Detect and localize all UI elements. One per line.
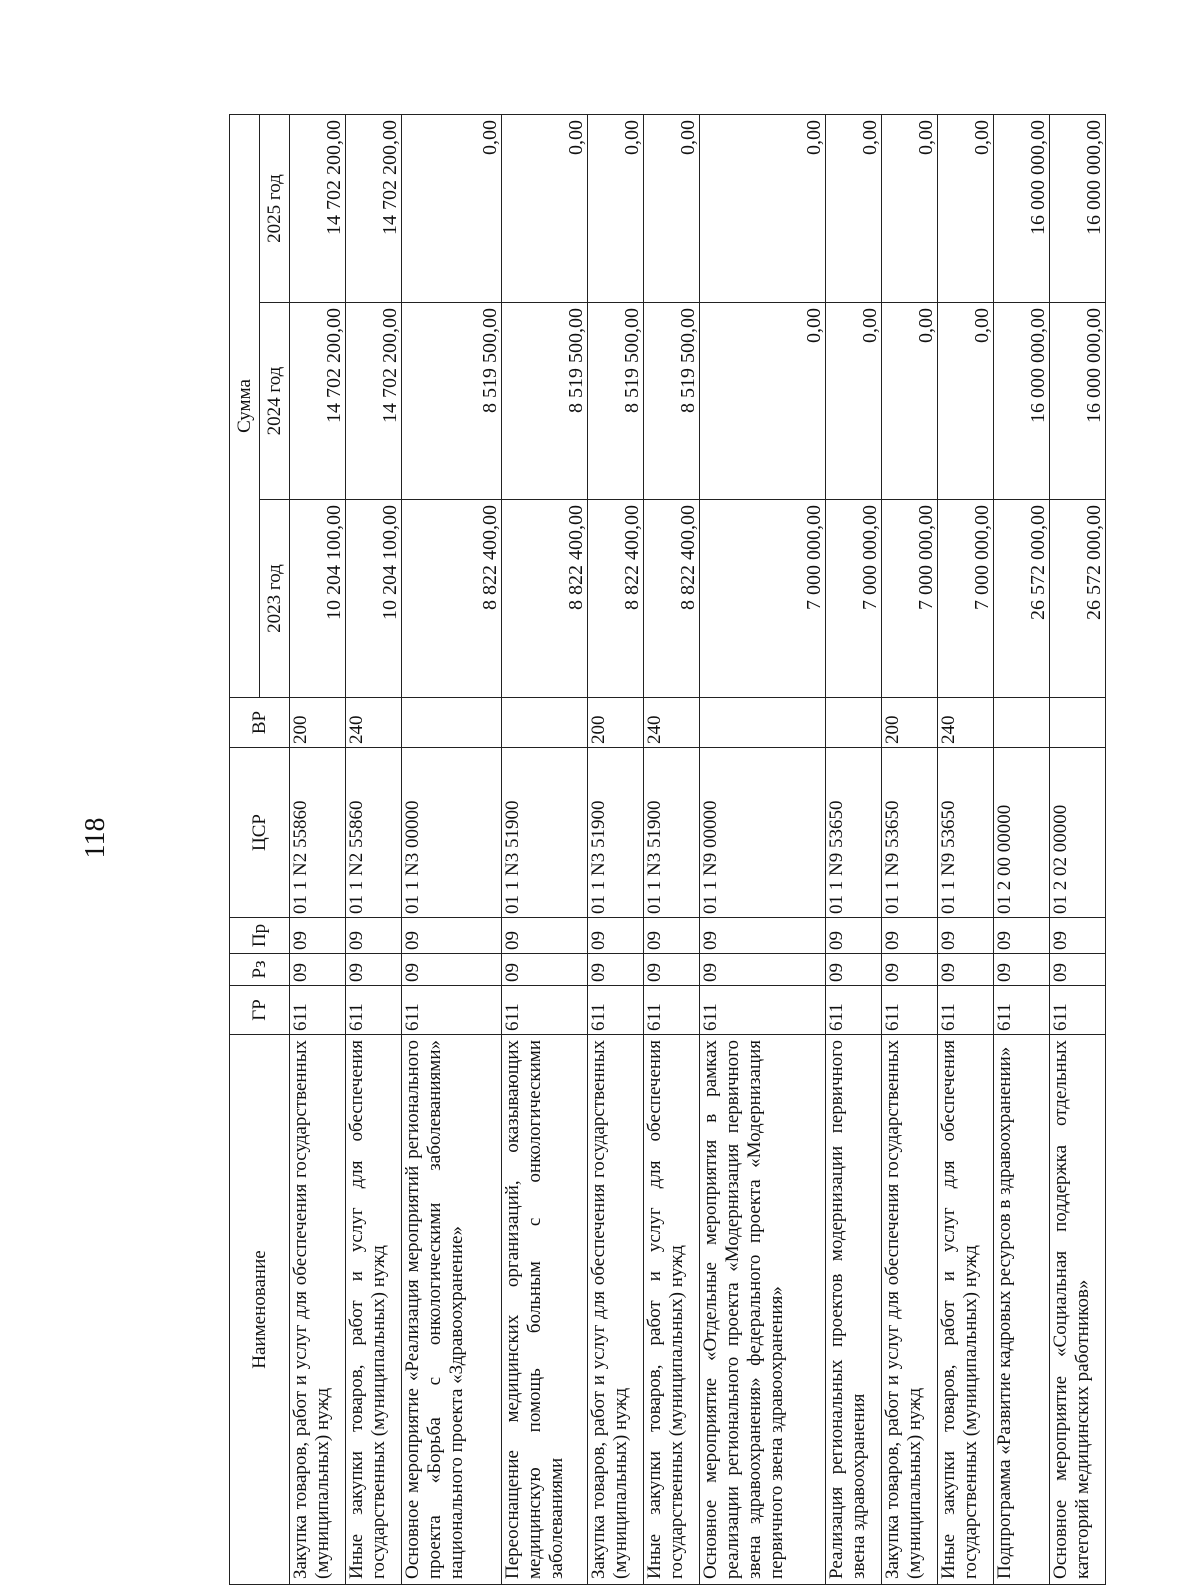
- cell-gr: 611: [402, 986, 502, 1035]
- cell-gr: 611: [588, 986, 644, 1035]
- cell-pr: 09: [290, 918, 346, 954]
- cell-2025: 0,00: [938, 114, 994, 302]
- cell-csr: 01 1 N9 00000: [700, 748, 826, 918]
- header-2024: 2024 год: [260, 303, 290, 500]
- cell-2023: 8 822 400,00: [402, 500, 502, 698]
- cell-gr: 611: [290, 986, 346, 1035]
- table-row: [882, 114, 938, 1584]
- cell-name: Реализация региональных проектов модернизации первичного звена здравоохранения: [826, 1035, 882, 1585]
- cell-vr: [402, 698, 502, 748]
- table-row: [994, 114, 1050, 1584]
- header-row-1: [230, 114, 260, 1584]
- cell-rz: 09: [502, 954, 588, 986]
- cell-gr: 611: [938, 986, 994, 1035]
- cell-vr: 240: [644, 698, 700, 748]
- cell-pr: 09: [402, 918, 502, 954]
- cell-name: Иные закупки товаров, работ и услуг для обеспечения государственных (муниципальных) нужд: [346, 1035, 402, 1585]
- table-row: [938, 114, 994, 1584]
- cell-2025: 0,00: [644, 114, 700, 302]
- cell-rz: 09: [994, 954, 1050, 986]
- budget-table: [229, 114, 1106, 1585]
- cell-name: Иные закупки товаров, работ и услуг для обеспечения государственных (муниципальных) нужд: [938, 1035, 994, 1585]
- cell-2023: 8 822 400,00: [644, 500, 700, 698]
- cell-2023: 8 822 400,00: [502, 500, 588, 698]
- cell-csr: 01 1 N3 51900: [502, 748, 588, 918]
- cell-2024: 16 000 000,00: [1050, 303, 1106, 500]
- cell-rz: 09: [938, 954, 994, 986]
- cell-csr: 01 1 N9 53650: [938, 748, 994, 918]
- cell-2025: 0,00: [502, 114, 588, 302]
- cell-2023: 7 000 000,00: [882, 500, 938, 698]
- cell-2023: 7 000 000,00: [938, 500, 994, 698]
- cell-gr: 611: [882, 986, 938, 1035]
- page-number: 118: [80, 817, 111, 859]
- header-2023: 2023 год: [260, 500, 290, 698]
- cell-2024: 0,00: [882, 303, 938, 500]
- cell-vr: [502, 698, 588, 748]
- cell-rz: 09: [402, 954, 502, 986]
- cell-name: Иные закупки товаров, работ и услуг для обеспечения государственных (муниципальных) нужд: [644, 1035, 700, 1585]
- cell-2024: 8 519 500,00: [502, 303, 588, 500]
- cell-csr: 01 1 N9 53650: [882, 748, 938, 918]
- table-row: [290, 114, 346, 1584]
- cell-name: Основное мероприятие «Реализация мероприятий регионального проекта «Борьба с онкологическими заболеваниями» национального проекта «Здравоохранение»: [402, 1035, 502, 1585]
- cell-vr: [1050, 698, 1106, 748]
- cell-2023: 8 822 400,00: [588, 500, 644, 698]
- cell-pr: 09: [502, 918, 588, 954]
- cell-pr: 09: [994, 918, 1050, 954]
- cell-2025: 16 000 000,00: [994, 114, 1050, 302]
- header-csr: ЦСР: [230, 748, 290, 918]
- cell-name: Закупка товаров, работ и услуг для обеспечения государственных (муниципальных) нужд: [588, 1035, 644, 1585]
- header-pr: Пр: [230, 918, 290, 954]
- cell-gr: 611: [502, 986, 588, 1035]
- table-row: [402, 114, 502, 1584]
- cell-rz: 09: [644, 954, 700, 986]
- cell-pr: 09: [826, 918, 882, 954]
- cell-vr: 200: [290, 698, 346, 748]
- cell-name: Подпрограмма «Развитие кадровых ресурсов в здравоохранении»: [994, 1035, 1050, 1585]
- cell-csr: 01 1 N3 00000: [402, 748, 502, 918]
- cell-pr: 09: [882, 918, 938, 954]
- cell-rz: 09: [700, 954, 826, 986]
- cell-2023: 7 000 000,00: [700, 500, 826, 698]
- cell-name: Закупка товаров, работ и услуг для обеспечения государственных (муниципальных) нужд: [290, 1035, 346, 1585]
- cell-2023: 10 204 100,00: [346, 500, 402, 698]
- table-row: [502, 114, 588, 1584]
- cell-2024: 0,00: [826, 303, 882, 500]
- cell-2024: 0,00: [700, 303, 826, 500]
- cell-2023: 7 000 000,00: [826, 500, 882, 698]
- cell-name: Основное мероприятие «Отдельные мероприятия в рамках реализации регионального проекта «Модернизация первичного звена здравоохранения» федерального проекта «Модернизация первичного звена здравоохранения»: [700, 1035, 826, 1585]
- cell-name: Основное мероприятие «Социальная поддержка отдельных категорий медицинских работников»: [1050, 1035, 1106, 1585]
- table-row: [644, 114, 700, 1584]
- cell-csr: 01 2 00 00000: [994, 748, 1050, 918]
- cell-2024: 0,00: [938, 303, 994, 500]
- cell-csr: 01 1 N3 51900: [644, 748, 700, 918]
- cell-pr: 09: [346, 918, 402, 954]
- cell-2023: 26 572 000,00: [1050, 500, 1106, 698]
- cell-rz: 09: [346, 954, 402, 986]
- table-row: [1050, 114, 1106, 1584]
- cell-rz: 09: [290, 954, 346, 986]
- cell-gr: 611: [700, 986, 826, 1035]
- cell-pr: 09: [700, 918, 826, 954]
- cell-pr: 09: [588, 918, 644, 954]
- cell-vr: [826, 698, 882, 748]
- cell-pr: 09: [938, 918, 994, 954]
- cell-2025: 0,00: [826, 114, 882, 302]
- cell-csr: 01 1 N9 53650: [826, 748, 882, 918]
- cell-vr: 200: [588, 698, 644, 748]
- cell-2025: 0,00: [588, 114, 644, 302]
- table-row: [826, 114, 882, 1584]
- cell-2025: 14 702 200,00: [346, 114, 402, 302]
- table-row: [346, 114, 402, 1584]
- table-row: [588, 114, 644, 1584]
- cell-name: Переоснащение медицинских организаций, оказывающих медицинскую помощь больным с онкологическими заболеваниями: [502, 1035, 588, 1585]
- cell-2024: 14 702 200,00: [346, 303, 402, 500]
- cell-2025: 14 702 200,00: [290, 114, 346, 302]
- cell-csr: 01 1 N2 55860: [290, 748, 346, 918]
- cell-rz: 09: [826, 954, 882, 986]
- header-vr: ВР: [230, 698, 290, 748]
- cell-vr: 240: [938, 698, 994, 748]
- cell-rz: 09: [588, 954, 644, 986]
- cell-csr: 01 2 02 00000: [1050, 748, 1106, 918]
- cell-2025: 0,00: [402, 114, 502, 302]
- cell-gr: 611: [1050, 986, 1106, 1035]
- cell-2024: 8 519 500,00: [644, 303, 700, 500]
- cell-2024: 8 519 500,00: [588, 303, 644, 500]
- cell-rz: 09: [882, 954, 938, 986]
- cell-2025: 0,00: [882, 114, 938, 302]
- cell-2023: 10 204 100,00: [290, 500, 346, 698]
- cell-csr: 01 1 N2 55860: [346, 748, 402, 918]
- cell-gr: 611: [826, 986, 882, 1035]
- header-rz: Рз: [230, 954, 290, 986]
- cell-pr: 09: [1050, 918, 1106, 954]
- cell-vr: 240: [346, 698, 402, 748]
- header-name: Наименование: [230, 1035, 290, 1585]
- cell-gr: 611: [346, 986, 402, 1035]
- cell-2024: 8 519 500,00: [402, 303, 502, 500]
- cell-gr: 611: [644, 986, 700, 1035]
- cell-csr: 01 1 N3 51900: [588, 748, 644, 918]
- cell-rz: 09: [1050, 954, 1106, 986]
- cell-2024: 16 000 000,00: [994, 303, 1050, 500]
- table-row: [700, 114, 826, 1584]
- cell-name: Закупка товаров, работ и услуг для обеспечения государственных (муниципальных) нужд: [882, 1035, 938, 1585]
- cell-2025: 0,00: [700, 114, 826, 302]
- cell-vr: 200: [882, 698, 938, 748]
- cell-vr: [994, 698, 1050, 748]
- cell-gr: 611: [994, 986, 1050, 1035]
- header-gr: ГР: [230, 986, 290, 1035]
- rotated-table-container: [229, 115, 1105, 1585]
- header-sum: Сумма: [230, 114, 260, 697]
- cell-2024: 14 702 200,00: [290, 303, 346, 500]
- cell-vr: [700, 698, 826, 748]
- cell-pr: 09: [644, 918, 700, 954]
- cell-2025: 16 000 000,00: [1050, 114, 1106, 302]
- header-2025: 2025 год: [260, 114, 290, 302]
- cell-2023: 26 572 000,00: [994, 500, 1050, 698]
